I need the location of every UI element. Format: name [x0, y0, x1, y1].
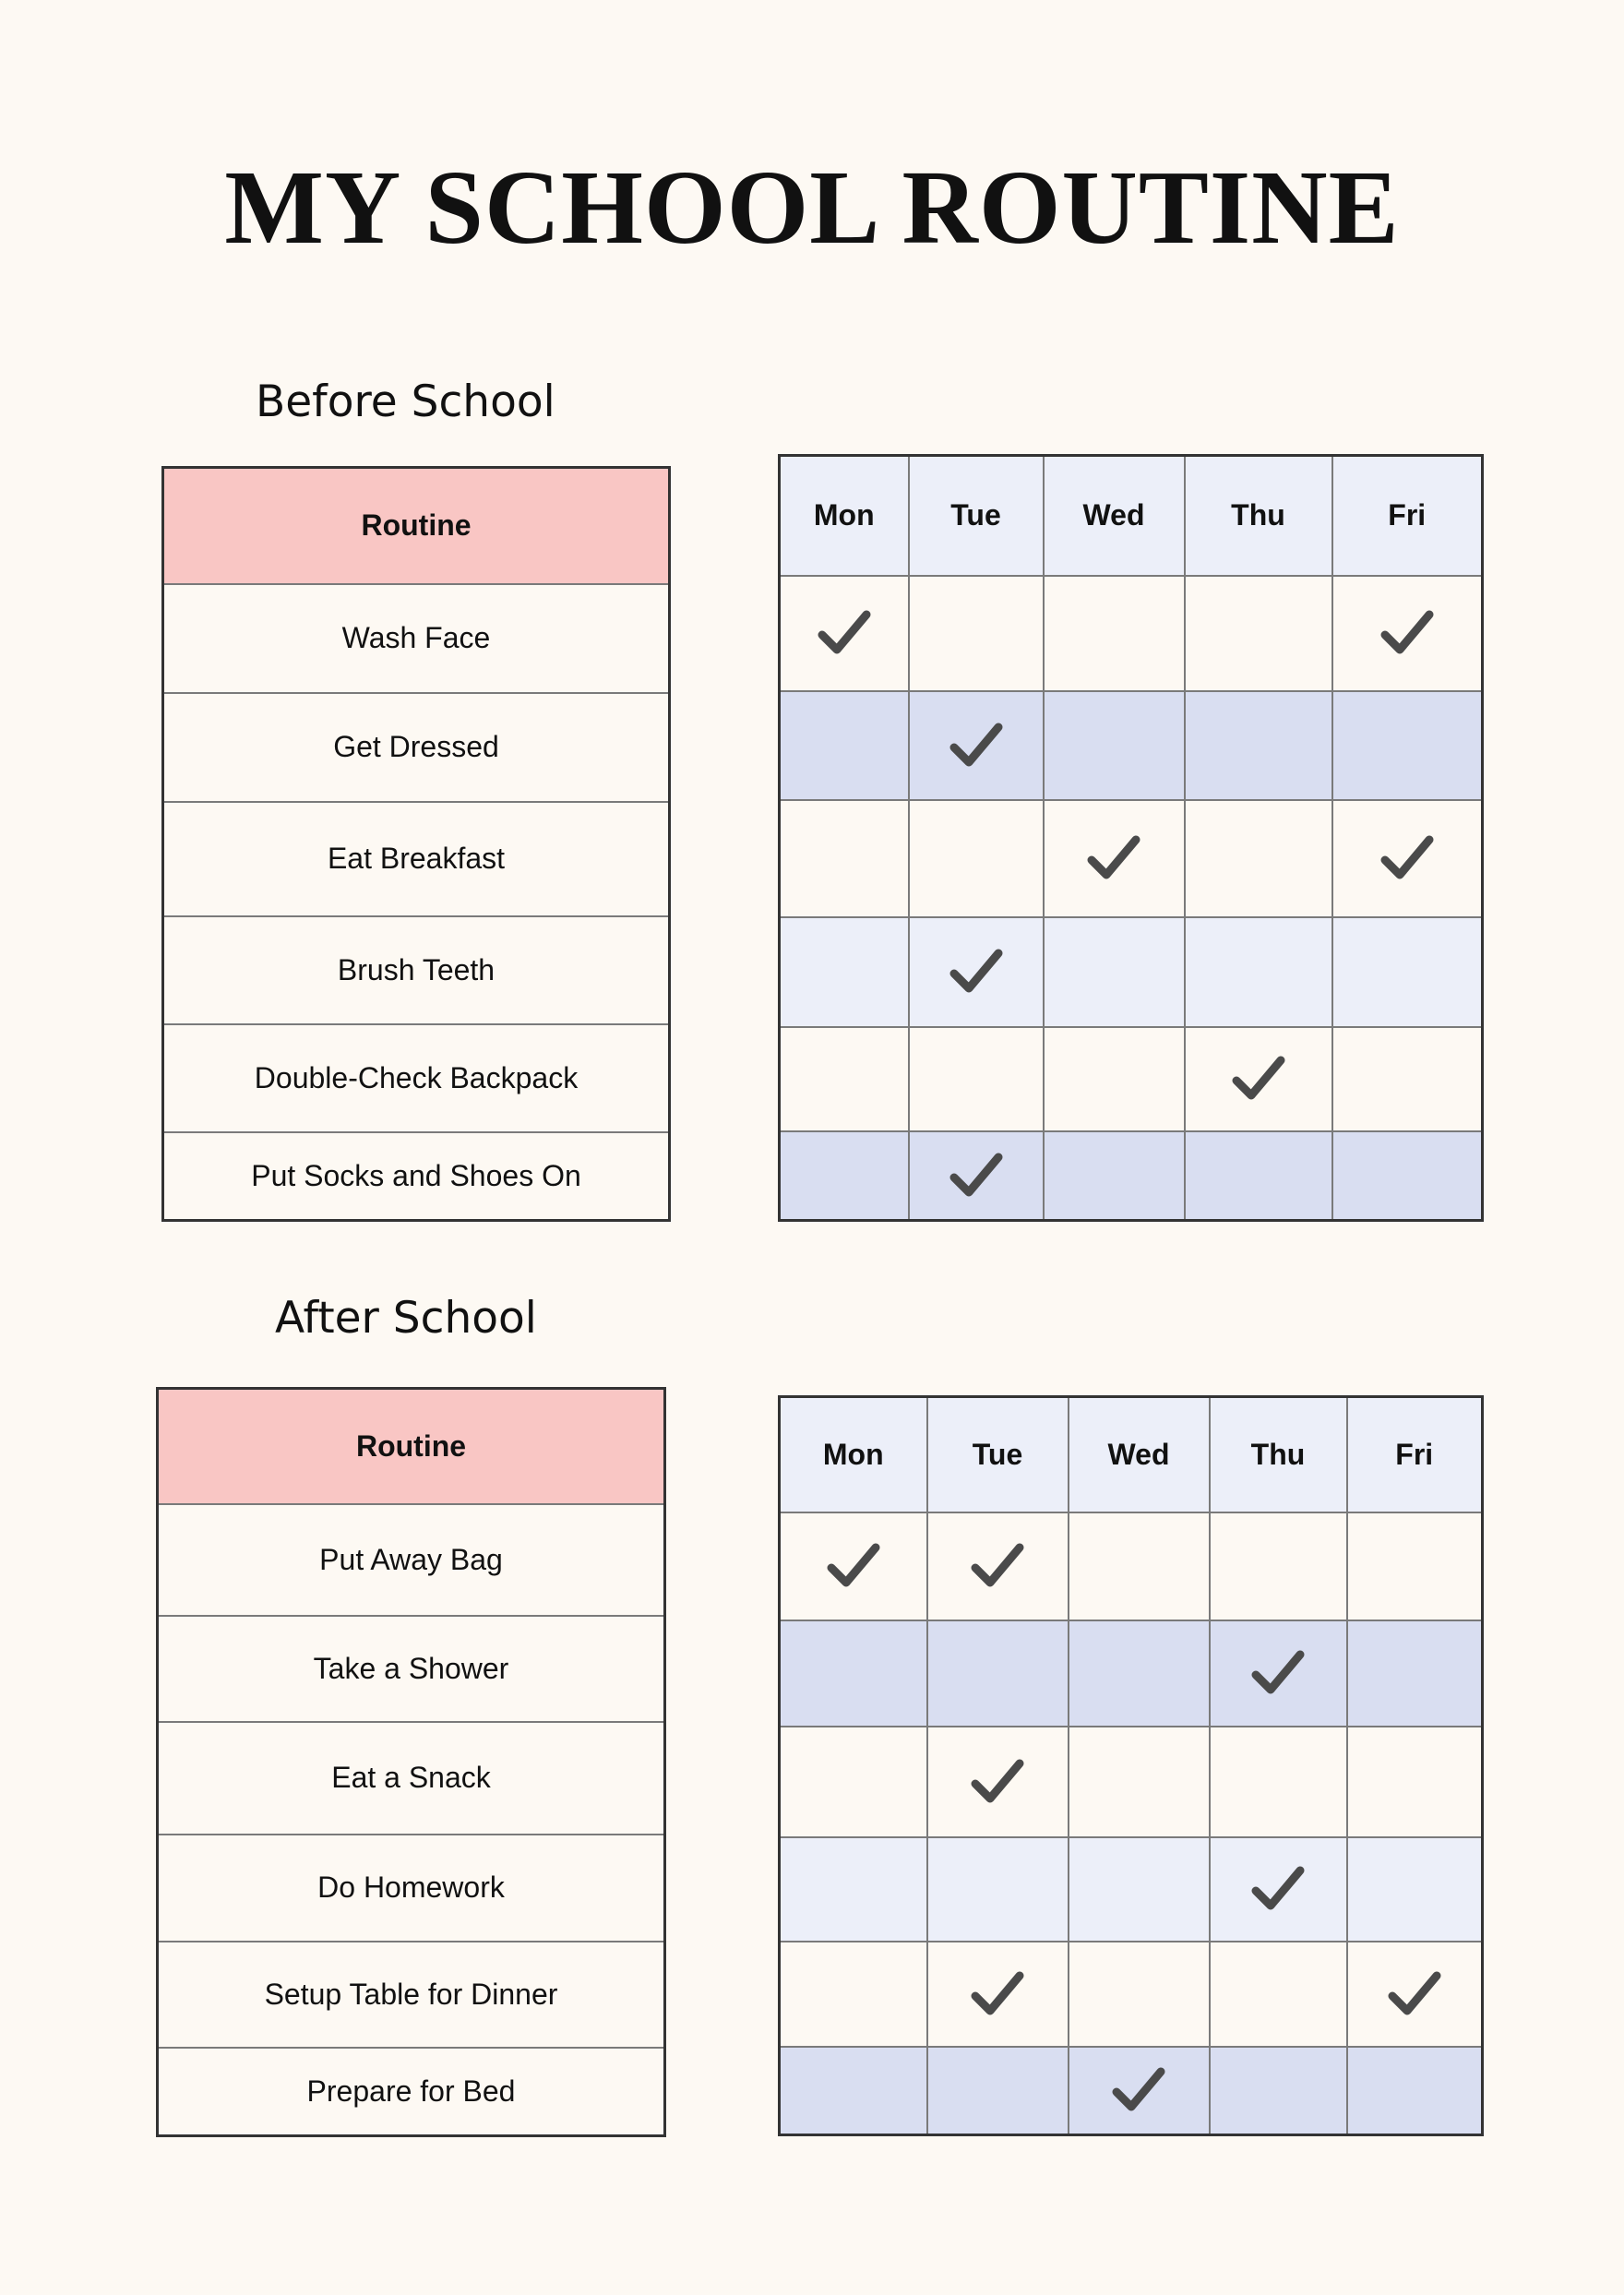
- after-routine-table: [156, 1387, 666, 2137]
- checkmark-icon: [1250, 1861, 1306, 1917]
- day-header-mon: Mon: [780, 456, 909, 576]
- checkmark-icon: [1111, 2062, 1166, 2118]
- checkmark-icon: [1231, 1051, 1286, 1106]
- routine-task: Eat a Snack: [158, 1722, 665, 1835]
- after-row-2: [780, 1727, 1483, 1837]
- day-header-thu: Thu: [1210, 1397, 1347, 1512]
- day-header-wed: Wed: [1069, 1397, 1210, 1512]
- day-header-thu: Thu: [1185, 456, 1332, 576]
- routine-header: Routine: [158, 1389, 665, 1504]
- checkmark-icon: [970, 1538, 1025, 1594]
- checkmark-icon: [1379, 831, 1435, 886]
- after-row-4: [780, 1942, 1483, 2047]
- after-days-table: [778, 1395, 1484, 2136]
- after-row-1: [780, 1620, 1483, 1727]
- before-row-2: [780, 800, 1483, 917]
- routine-task: Double-Check Backpack: [163, 1024, 670, 1132]
- before-routine-table: [161, 466, 671, 1222]
- routine-task: Prepare for Bed: [158, 2048, 665, 2136]
- before-row-1: [780, 691, 1483, 800]
- checkmark-icon: [970, 1754, 1025, 1810]
- checkmark-icon: [949, 718, 1004, 773]
- routine-task: Setup Table for Dinner: [158, 1942, 665, 2048]
- routine-task: Take a Shower: [158, 1616, 665, 1722]
- checkmark-icon: [1250, 1645, 1306, 1701]
- before-row-5: [780, 1131, 1483, 1221]
- day-header-tue: Tue: [909, 456, 1044, 576]
- before-row-3: [780, 917, 1483, 1027]
- after-row-3: [780, 1837, 1483, 1942]
- day-header-mon: Mon: [780, 1397, 927, 1512]
- day-header-wed: Wed: [1044, 456, 1185, 576]
- before-row-0: [780, 576, 1483, 691]
- before-row-4: [780, 1027, 1483, 1131]
- before-days-table: [778, 454, 1484, 1222]
- checkmark-icon: [826, 1538, 881, 1594]
- day-header-fri: Fri: [1332, 456, 1483, 576]
- checkmark-icon: [1387, 1966, 1442, 2022]
- after-school-heading: After School: [275, 1293, 537, 1344]
- routine-header: Routine: [163, 468, 670, 584]
- routine-task: Put Away Bag: [158, 1504, 665, 1616]
- checkmark-icon: [817, 605, 872, 661]
- checkmark-icon: [949, 944, 1004, 999]
- after-row-0: [780, 1512, 1483, 1620]
- checkmark-icon: [1086, 831, 1141, 886]
- routine-task: Brush Teeth: [163, 916, 670, 1024]
- page-title: MY SCHOOL ROUTINE: [224, 149, 1400, 266]
- after-row-5: [780, 2047, 1483, 2135]
- routine-task: Eat Breakfast: [163, 802, 670, 916]
- routine-task: Get Dressed: [163, 693, 670, 802]
- day-header-tue: Tue: [927, 1397, 1069, 1512]
- checkmark-icon: [1379, 605, 1435, 661]
- routine-task: Do Homework: [158, 1835, 665, 1942]
- routine-task: Put Socks and Shoes On: [163, 1132, 670, 1221]
- day-header-fri: Fri: [1347, 1397, 1483, 1512]
- routine-task: Wash Face: [163, 584, 670, 693]
- checkmark-icon: [970, 1966, 1025, 2022]
- checkmark-icon: [949, 1148, 1004, 1203]
- before-school-heading: Before School: [256, 377, 555, 427]
